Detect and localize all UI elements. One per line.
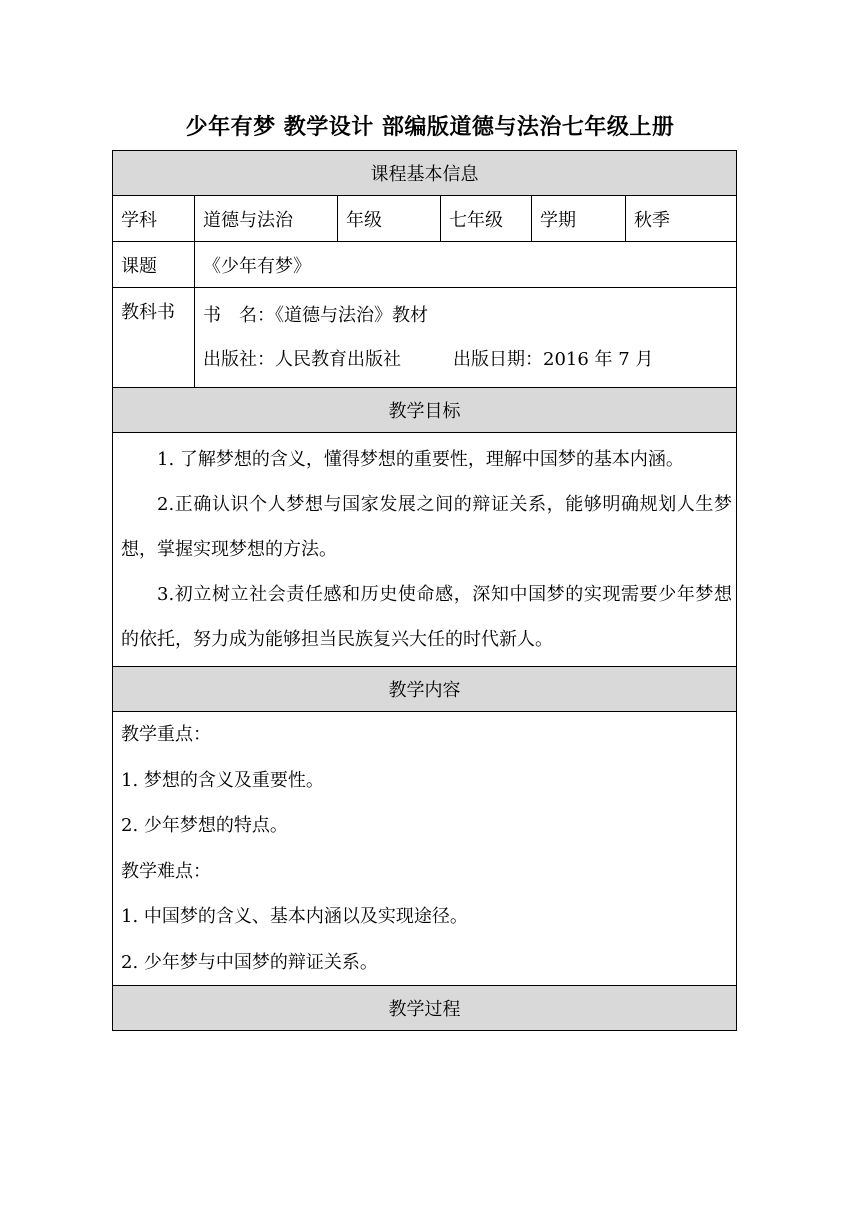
content-body <box>113 712 737 986</box>
basic-info-header-row <box>113 151 737 196</box>
process-header-row <box>113 986 737 1031</box>
difficult-point-item: 1. 中国梦的含义、基本内涵以及实现途径。 <box>121 906 468 927</box>
textbook-row <box>113 288 737 388</box>
lesson-plan-table <box>112 150 737 1031</box>
goals-header: 教学目标 <box>113 388 737 433</box>
topic-row <box>113 242 737 288</box>
basic-info-header: 课程基本信息 <box>113 151 737 196</box>
pub-date-value: 2016 年 7 月 <box>543 348 654 370</box>
content-row <box>113 712 737 986</box>
book-name-label: 书 名： <box>203 304 275 326</box>
pub-date-label: 出版日期： <box>453 348 543 370</box>
topic-label: 课题 <box>113 242 195 288</box>
subject-value: 道德与法治 <box>195 196 338 242</box>
publisher-line <box>203 338 728 382</box>
key-points-label: 教学重点： <box>121 724 211 745</box>
content-header: 教学内容 <box>113 667 737 712</box>
term-value: 秋季 <box>626 196 737 242</box>
grade-label: 年级 <box>338 196 441 242</box>
difficult-points-label: 教学难点： <box>121 860 211 882</box>
publisher-value: 人民教育出版社 <box>275 348 401 370</box>
term-label: 学期 <box>532 196 626 242</box>
textbook-details <box>195 288 737 388</box>
book-name-value: 《道德与法治》教材 <box>275 304 428 326</box>
subject-row <box>113 196 737 242</box>
grade-value: 七年级 <box>441 196 532 242</box>
goal-item: 2.正确认识个人梦想与国家发展之间的辩证关系，能够明确规划人生梦想，掌握实现梦想的方法。 <box>121 494 733 560</box>
key-point-item: 2. 少年梦想的特点。 <box>121 815 288 836</box>
goals-header-row <box>113 388 737 433</box>
goals-body <box>113 433 737 667</box>
key-point-item: 1. 梦想的含义及重要性。 <box>121 769 324 791</box>
goals-row <box>113 433 737 667</box>
publisher-label: 出版社： <box>203 348 275 370</box>
difficult-point-item: 2. 少年梦与中国梦的辩证关系。 <box>121 951 378 973</box>
subject-label: 学科 <box>113 196 195 242</box>
goal-item: 1. 了解梦想的含义，懂得梦想的重要性，理解中国梦的基本内涵。 <box>157 449 684 470</box>
goal-item: 3.初立树立社会责任感和历史使命感，深知中国梦的实现需要少年梦想的依托，努力成为能够担当民族复兴大任的时代新人。 <box>121 584 733 650</box>
textbook-label: 教科书 <box>113 288 195 388</box>
process-header: 教学过程 <box>113 986 737 1031</box>
book-name-line <box>203 294 728 338</box>
content-header-row <box>113 667 737 712</box>
topic-value: 《少年有梦》 <box>195 242 737 288</box>
document-title: 少年有梦 教学设计 部编版道德与法治七年级上册 <box>185 115 675 140</box>
